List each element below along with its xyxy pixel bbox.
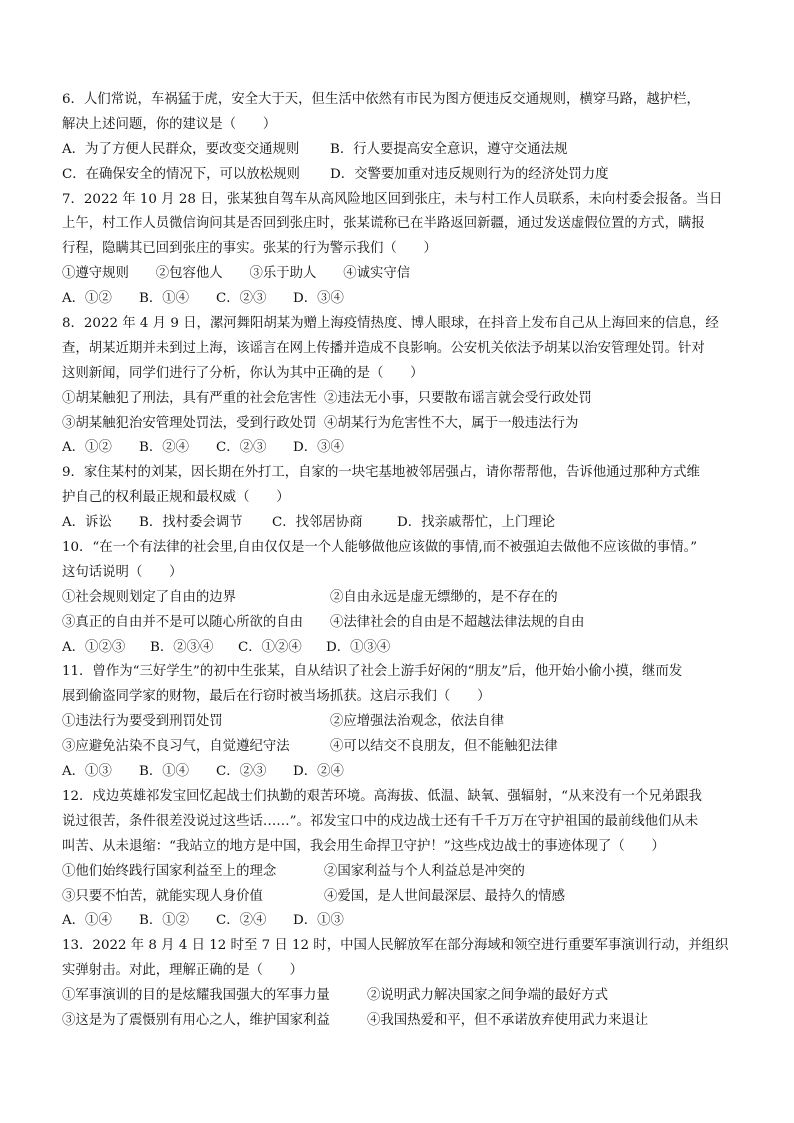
question-11-answer-d: D．②④	[293, 764, 344, 780]
question-7-answer-b: B．①④	[139, 291, 190, 307]
question-13-items-row-2	[62, 1009, 752, 1034]
question-6	[62, 88, 752, 188]
question-8-item-4: ④胡某行为危害性不大，属于一般违法行为	[324, 415, 579, 431]
question-6-choice-b: B．行人要提高安全意识，遵守交通法规	[330, 141, 568, 157]
question-10-stem-line-1: 10．“在一个有法律的社会里,自由仅仅是一个人能够做他应该做的事情,而不被强迫去做他不应该做的事情。”	[62, 540, 698, 556]
question-11-stem-line-2: 展到偷盗同学家的财物，最后在行窃时被当场抓获。这启示我们（ ）	[62, 689, 491, 705]
question-12-items-row-1	[62, 860, 752, 885]
question-11-stem-line-1: 11．曾作为“三好学生”的初中生张某，自从结识了社会上游手好闲的“朋友”后，他开始小偷小摸，继而发	[62, 664, 683, 680]
question-13-stem-line-2: 实弹射击。对此，理解正确的是（ ）	[62, 963, 304, 979]
question-7-stem-line-1: 7．2022 年 10 月 28 日，张某独自驾车从高风险地区回到张庄，未与村工作人员联系，未向村委会报备。当日	[62, 191, 723, 207]
question-10-item-2: ②自由永远是虚无缥缈的，是不存在的	[330, 589, 558, 605]
question-8-stem-line-1: 8．2022 年 4 月 9 日，漯河舞阳胡某为赠上海疫情热度、博人眼球，在抖音上发布自己从上海回来的信息，经	[62, 316, 719, 332]
question-8-answer-a: A．①②	[62, 440, 112, 456]
question-11-answers	[62, 760, 752, 785]
question-6-choice-c: C．在确保安全的情况下，可以放松规则	[62, 166, 300, 182]
question-7-stem-line-3: 行程，隐瞒其已回到张庄的事实。张某的行为警示我们（ ）	[62, 241, 437, 257]
question-7	[62, 188, 752, 312]
question-7-items: ①遵守规则 ②包容他人 ③乐于助人 ④诚实守信	[62, 266, 411, 282]
question-6-choices-row-2	[62, 163, 752, 188]
question-12-stem-line-2: 说过很苦，条件很差没说过这些话……”。祁发宝口中的戍边战士还有千千万万在守护祖国的最前线他们从未	[62, 813, 699, 829]
question-10-stem-line-2: 这句话说明（ ）	[62, 564, 183, 580]
question-11-item-2: ②应增强法治观念，依法自律	[330, 714, 505, 730]
question-8-stem-line-2: 查，胡某近期并未到过上海，该谣言在网上传播并造成不良影响。公安机关依法予胡某以治安管理处罚。针对	[62, 340, 705, 356]
question-11-items-row-1	[62, 710, 752, 735]
question-8-stem-line-3: 这则新闻，同学们进行了分析，你认为其中正确的是（ ）	[62, 365, 424, 381]
question-12-items-row-2	[62, 885, 752, 910]
question-7-stem-line-2: 上午，村工作人员微信询问其是否回到张庄时，张某谎称已在半路返回新疆，通过发送虚假位置的方式，瞒报	[62, 216, 705, 232]
question-11-answer-c: C．②③	[216, 764, 267, 780]
question-10-answer-c: C．①②④	[238, 639, 302, 655]
question-9	[62, 461, 752, 536]
question-10	[62, 536, 752, 660]
question-8-answers	[62, 436, 752, 461]
question-13-item-3: ③这是为了震慑别有用心之人，维护国家利益	[62, 1012, 330, 1028]
question-9-answer-a: A．诉讼	[62, 515, 112, 531]
question-10-item-3: ③真正的自由并不是可以随心所欲的自由	[62, 614, 304, 630]
question-12-stem-line-1: 12．戍边英雄祁发宝回忆起战士们执勤的艰苦环境。高海拔、低温、缺氧、强辐射，“从来没有一个兄弟跟我	[62, 788, 702, 804]
question-12-answer-c: C．②④	[216, 913, 267, 929]
question-8-item-3: ③胡某触犯治安管理处罚法，受到行政处罚	[62, 415, 317, 431]
question-12-stem-line-3: 叫苦、从未退缩：“我站立的地方是中国，我会用生命捍卫守护！”这些戍边战士的事迹体现了（ ）	[62, 838, 665, 854]
exam-page	[62, 88, 752, 1034]
question-13-item-4: ④我国热爱和平，但不承诺放弃使用武力来退让	[367, 1012, 649, 1028]
question-7-answers	[62, 287, 752, 312]
question-8-answer-c: C．②③	[216, 440, 267, 456]
question-12-item-2: ②国家利益与个人利益总是冲突的	[324, 863, 525, 879]
question-8-items-row-2	[62, 412, 752, 437]
question-11-item-3: ③应避免沾染不良习气，自觉遵纪守法	[62, 739, 290, 755]
question-8-items-row-1	[62, 387, 752, 412]
question-13-items-row-1	[62, 984, 752, 1009]
question-6-choices-row-1	[62, 138, 752, 163]
question-11-answer-b: B．①④	[139, 764, 190, 780]
question-8-answer-b: B．②④	[139, 440, 190, 456]
question-9-answer-d: D．找亲戚帮忙，上门理论	[397, 515, 556, 531]
question-13-item-2: ②说明武力解决国家之间争端的最好方式	[367, 988, 609, 1004]
question-10-answers	[62, 636, 752, 661]
question-10-items-row-1	[62, 586, 752, 611]
question-9-answer-c: C．找邻居协商	[272, 515, 363, 531]
question-7-answer-a: A．①②	[62, 291, 112, 307]
question-10-answer-b: B．②③④	[150, 639, 214, 655]
question-10-answer-a: A．①②③	[62, 639, 126, 655]
question-12	[62, 785, 752, 934]
question-12-answer-b: B．①②	[139, 913, 190, 929]
question-10-item-1: ①社会规则划定了自由的边界	[62, 589, 237, 605]
question-11-item-4: ④可以结交不良朋友，但不能触犯法律	[330, 739, 558, 755]
question-13-item-1: ①军事演训的目的是炫耀我国强大的军事力量	[62, 988, 330, 1004]
question-8-item-1: ①胡某触犯了刑法，具有严重的社会危害性	[62, 390, 317, 406]
question-6-stem-line-2: 解决上述问题，你的建议是（ ）	[62, 116, 277, 132]
question-11	[62, 660, 752, 784]
question-11-answer-a: A．①③	[62, 764, 112, 780]
question-11-item-1: ①违法行为要受到刑罚处罚	[62, 714, 223, 730]
question-7-answer-d: D．③④	[293, 291, 344, 307]
question-6-stem-line-1: 6．人们常说，车祸猛于虎，安全大于天，但生活中依然有市民为图方便违反交通规则，横穿马路，越护栏，	[62, 92, 700, 107]
question-6-choice-a: A．为了方便人民群众，要改变交通规则	[62, 141, 300, 157]
question-8-item-2: ②违法无小事，只要散布谣言就会受行政处罚	[324, 390, 592, 406]
question-9-answers	[62, 511, 752, 536]
question-6-choice-d: D．交警要加重对违反规则行为的经济处罚力度	[330, 166, 609, 182]
question-13	[62, 934, 752, 1034]
question-9-answer-b: B．找村委会调节	[139, 515, 243, 531]
question-8-answer-d: D．③④	[293, 440, 344, 456]
question-10-item-4: ④法律社会的自由是不超越法律法规的自由	[330, 614, 585, 630]
question-10-answer-d: D．①③④	[326, 639, 391, 655]
question-12-item-4: ④爱国，是人世间最深层、最持久的情感	[324, 888, 566, 904]
question-12-item-3: ③只要不怕苦，就能实现人身价值	[62, 888, 263, 904]
question-8	[62, 312, 752, 461]
question-12-answer-a: A．①④	[62, 913, 112, 929]
question-10-items-row-2	[62, 611, 752, 636]
question-12-answers	[62, 909, 752, 934]
question-12-answer-d: D．①③	[293, 913, 344, 929]
question-12-item-1: ①他们始终践行国家利益至上的理念	[62, 863, 277, 879]
question-13-stem-line-1: 13．2022 年 8 月 4 日 12 时至 7 日 12 时，中国人民解放军在部分海域和领空进行重要军事演训行动，并组织	[62, 938, 729, 954]
question-7-answer-c: C．②③	[216, 291, 267, 307]
question-11-items-row-2	[62, 735, 752, 760]
question-9-stem-line-1: 9．家住某村的刘某，因长期在外打工，自家的一块宅基地被邻居强占，请你帮帮他，告诉他通过那种方式维	[62, 465, 700, 481]
question-9-stem-line-2: 护自己的权利最正规和最权威（ ）	[62, 490, 290, 506]
